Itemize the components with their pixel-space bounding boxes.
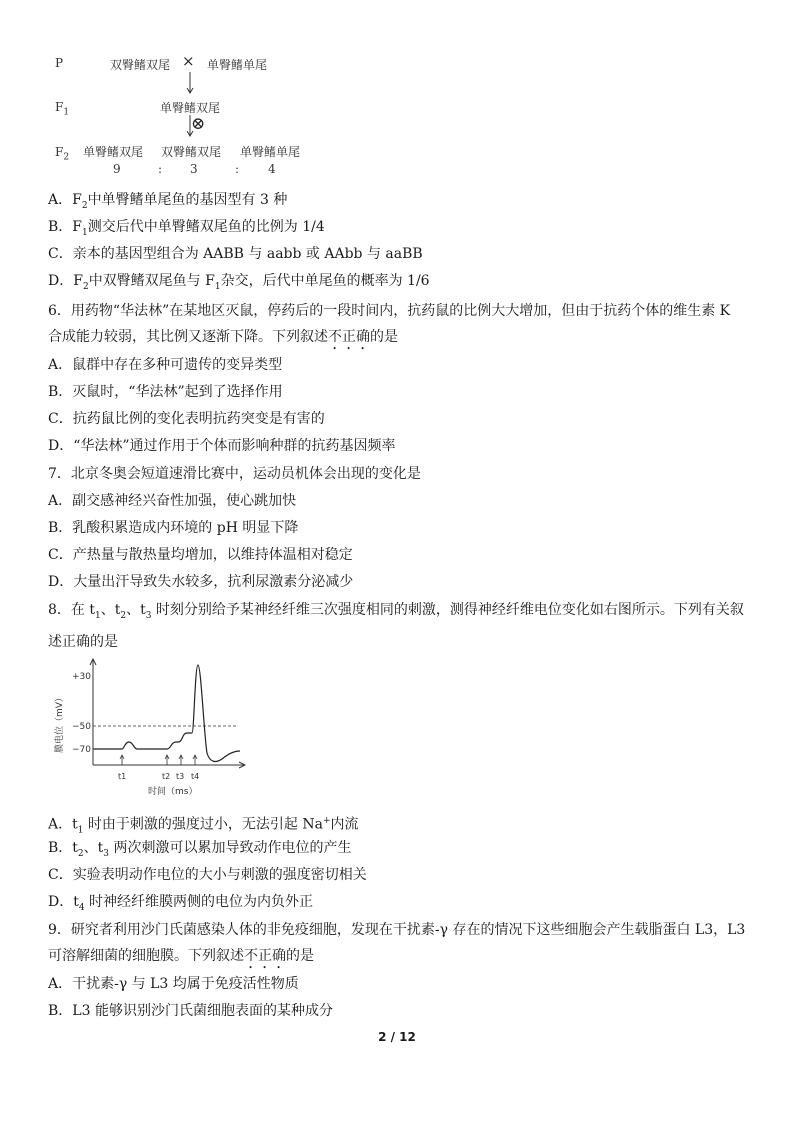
f2-ratio-colon-2: : [235,162,240,176]
q8-stem: 8．在 $t_1$、$t_2$、$t_3$ 时刻分别给予某神经纤维三次强度相同的刺激，测得神经纤维电位变化如右图所示。下列有关叙述正确的是 [48,602,744,650]
page-number: 2 / 12 [378,1030,416,1044]
generation-f1-label: $F_1$ [55,100,70,118]
y-tick-plus30: +30 [72,672,91,682]
stimulus-arrow-t4 [193,755,197,765]
t3-label: t3 [176,772,185,781]
f2-ratio-3: 3 [190,162,198,176]
x-axis-label: 时间（ms） [148,787,198,797]
q7-option-a: A．副交感神经兴奋性加强，使心跳加快 [48,493,297,509]
t4-label: t4 [191,772,200,781]
q7-stem: 7．北京冬奥会短道速滑比赛中，运动员机体会出现的变化是 [48,466,421,482]
stimulus-arrow-t3 [179,755,183,765]
potential-curve [93,665,240,761]
q5-option-c: C．亲本的基因型组合为 AABB 与 aabb 或 AAbb 与 aaBB [48,246,423,262]
stimulus-arrow-t2 [165,755,169,765]
f2-phenotype-3: 单臀鳍单尾 [240,145,301,159]
f2-phenotype-1: 单臀鳍双尾 [83,145,144,159]
generation-p-label: P [55,56,64,70]
q9-option-b: B．L3 能够识别沙门氏菌细胞表面的某种成分 [48,1003,333,1019]
q7-option-b: B．乳酸积累造成内环境的 pH 明显下降 [48,520,299,536]
q5-option-d: D．$F_2$中双臀鳍双尾鱼与 $F_1$杂交，后代中单尾鱼的概率为 1/6 [48,273,430,292]
y-tick-minus70: −70 [72,745,91,755]
t1-label: t1 [118,772,127,781]
membrane-potential-graph [50,655,250,800]
f2-ratio-9: 9 [113,162,121,176]
generation-f2-label: $F_2$ [55,145,70,163]
q8-option-c: C．实验表明动作电位的大小与刺激的强度密切相关 [48,867,367,883]
y-tick-minus50: −50 [72,722,91,732]
q8-option-a: A．$t_1$ 时由于刺激的强度过小，无法引起 Na+内流 [48,816,359,836]
f2-ratio-colon-1: : [158,162,163,176]
q8-option-b: B．$t_2$、$t_3$ 两次刺激可以累加导致动作电位的产生 [48,840,352,859]
q9-option-a: A．干扰素-γ 与 L3 均属于免疫活性物质 [48,976,299,992]
parent-left: 双臀鳍双尾 [110,58,171,72]
q6-option-b: B．灭鼠时，“华法林”起到了选择作用 [48,384,283,400]
q5-option-a: A．$F_2$中单臀鳍单尾鱼的基因型有 3 种 [48,192,288,211]
t2-label: t2 [162,772,171,781]
parent-right: 单臀鳍单尾 [207,58,268,72]
f2-ratio-4: 4 [268,162,276,176]
q6-option-d: D．“华法林”通过作用于个体而影响种群的抗药基因频率 [48,438,396,454]
f1-phenotype: 单臀鳍双尾 [160,101,221,115]
f2-phenotype-2: 双臀鳍双尾 [161,145,222,159]
q6-stem: 6．用药物“华法林”在某地区灭鼠，停药后的一段时间内，抗药鼠的比例大大增加，但由于抗药个体的维生素 K 合成能力较弱，其比例又逐渐下降。下列叙述不正确的是 [48,303,731,345]
q5-option-b: B．$F_1$测交后代中单臀鳍双尾鱼的比例为 1/4 [48,219,325,238]
q7-option-d: D．大量出汗导致失水较多，抗利尿激素分泌减少 [48,574,354,590]
arrow-p-to-f1 [184,72,196,96]
q6-option-a: A．鼠群中存在多种可遗传的变异类型 [48,357,283,373]
cross-symbol: × [182,52,195,70]
q6-option-c: C．抗药鼠比例的变化表明抗药突变是有害的 [48,411,325,427]
q7-option-c: C．产热量与散热量均增加，以维持体温相对稳定 [48,547,353,563]
y-axis-label: 膜电位（mV） [55,693,65,753]
stimulus-arrow-t1 [120,755,124,765]
selfing-symbol: ⊗ [191,114,206,134]
q9-stem: 9．研究者利用沙门氏菌感染人体的非免疫细胞，发现在干扰素-γ 存在的情况下这些细胞会产生载脂蛋白 L3，L3 可溶解细菌的细胞膜。下列叙述不正确的是 [48,922,746,964]
q8-option-d: D．$t_4$ 时神经纤维膜两侧的电位为内负外正 [48,894,314,913]
